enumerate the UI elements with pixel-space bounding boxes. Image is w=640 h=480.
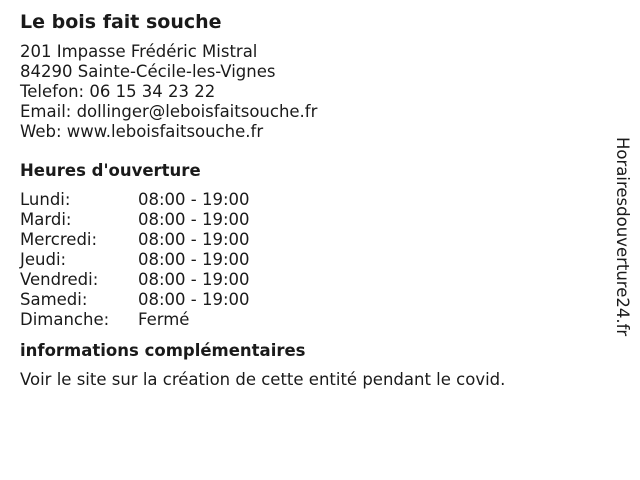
hours-row <box>20 190 250 210</box>
day-label: Samedi: <box>20 290 88 309</box>
address-line-1: 201 Impasse Frédéric Mistral <box>20 42 258 61</box>
business-card <box>20 8 600 390</box>
day-label: Jeudi: <box>20 250 67 269</box>
hours-row <box>20 250 250 270</box>
phone-line: Telefon: 06 15 34 23 22 <box>20 82 216 101</box>
business-name: Le bois fait souche <box>20 11 222 33</box>
day-label: Mardi: <box>20 210 72 229</box>
hours-row <box>20 230 250 250</box>
day-label: Vendredi: <box>20 270 99 289</box>
day-label: Mercredi: <box>20 230 98 249</box>
site-watermark: Horairesdouverture24.fr <box>613 137 632 337</box>
info-text: Voir le site sur la création de cette entité pendant le covid. <box>20 370 506 389</box>
day-hours: Fermé <box>138 310 190 329</box>
web-line: Web: www.leboisfaitsouche.fr <box>20 122 264 141</box>
hours-table <box>20 190 250 330</box>
hours-heading: Heures d'ouverture <box>20 161 201 180</box>
hours-row <box>20 270 250 290</box>
day-hours: 08:00 - 19:00 <box>138 230 250 249</box>
hours-row <box>20 310 250 330</box>
day-label: Dimanche: <box>20 310 110 329</box>
day-hours: 08:00 - 19:00 <box>138 270 250 289</box>
info-heading: informations complémentaires <box>20 341 306 360</box>
hours-row <box>20 290 250 310</box>
address-line-2: 84290 Sainte-Cécile-les-Vignes <box>20 62 276 81</box>
day-label: Lundi: <box>20 190 71 209</box>
hours-row <box>20 210 250 230</box>
day-hours: 08:00 - 19:00 <box>138 250 250 269</box>
day-hours: 08:00 - 19:00 <box>138 290 250 309</box>
email-line: Email: dollinger@leboisfaitsouche.fr <box>20 102 318 121</box>
day-hours: 08:00 - 19:00 <box>138 210 250 229</box>
day-hours: 08:00 - 19:00 <box>138 190 250 209</box>
